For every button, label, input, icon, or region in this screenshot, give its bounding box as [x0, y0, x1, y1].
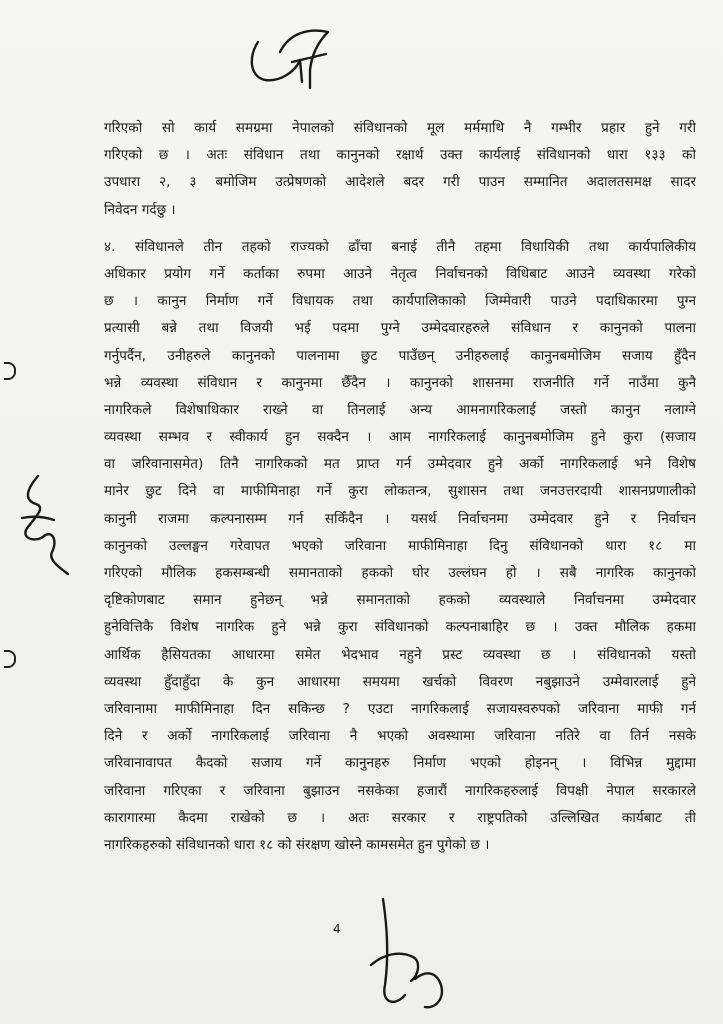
text-line: गरिएको मौलिक हकसम्बन्धी समानताको हकको घोर उल्लंघन हो । सबै नागरिक कानुनको	[104, 565, 696, 581]
signature-bottom	[365, 895, 465, 1015]
text-line: नागरिकहरुको संविधानको धारा १८ को संरक्षण खोस्ने कामसमेत हुन पुगेको छ ।	[104, 836, 490, 853]
text-line: व्यवस्था हुँदाहुँदा के कुन आधारमा समयमा खर्चको विवरण नबुझाउने उम्मेवारलाई हुने	[104, 673, 696, 690]
text-line: गरिएको सो कार्य समग्रमा नेपालको संविधानको मूल मर्ममाथि नै गम्भीर प्रहार हुने गरी	[104, 120, 696, 136]
text-line: गरिएको छ । अतः संविधान तथा कानुनको रक्षार्थ उक्त कार्यलाई संविधानको धारा १३३ को	[104, 147, 696, 164]
text-line: ४. संविधानले तीन तहको राज्यको ढाँचा बनाई तीनै तहमा विधायिकी तथा कार्यपालिकीय	[104, 238, 696, 255]
signature-left	[8, 470, 78, 580]
text-line: दिने र अर्को नागरिकलाई जरिवाना नै भएको अवस्थामा जरिवाना नतिरे वा तिर्न नसके	[104, 728, 696, 745]
text-line: मानेर छुट दिने वा माफीमिनाहा गर्ने कुरा लोकतन्त्र, सुशासन तथा जनउत्तरदायी शासनप्रणालीको	[104, 483, 696, 500]
text-line: जरिवानावापत कैदको सजाय गर्ने कानुनहरु निर्माण भएको होइनन् । विभिन्न मुद्दामा	[104, 755, 696, 772]
paragraph-1	[104, 115, 696, 224]
text-line: भन्ने व्यवस्था संविधान र कानुनमा छैँदैन । कानुनको शासनमा राजनीति गर्ने नाउँमा कुनै	[104, 374, 696, 391]
text-line: कानुनको उल्लङ्घन गरेवापत भएको जरिवाना माफीमिनाहा दिनु संविधानको धारा १८ मा	[104, 537, 696, 554]
punch-hole-lower	[4, 650, 16, 668]
text-line: हुनेवित्तिकै विशेष नागरिक हुने भन्ने कुरा संविधानको कल्पनाबाहिर छ । उक्त मौलिक हकमा	[104, 619, 696, 636]
text-line: कानुनी राजमा कल्पनासम्म गर्न सकिँदैन । यसर्थ निर्वाचनमा उम्मेदवार हुने र निर्वाचन	[104, 510, 696, 527]
text-line: नागरिकले विशेषाधिकार राख्ने वा तिनलाई अन्य आमनागरिकलाई जस्तो कानुन नलाग्ने	[104, 401, 696, 418]
paragraph-2	[104, 234, 696, 859]
text-line: उपधारा २, ३ बमोजिम उत्प्रेषणको आदेशले बदर गरी पाउन सम्मानित अदालतसमक्ष सादर	[104, 174, 696, 191]
text-line: व्यवस्था सम्भव र स्वीकार्य हुन सक्दैन । आम नागरिकलाई कानुनबमोजिम हुने कुरा (सजाय	[104, 429, 696, 446]
signature-top	[240, 22, 350, 92]
text-line: जरिवानामा माफीमिनाहा दिन सकिन्छ ? एउटा नागरिकलाई सजायस्वरुपको जरिवाना माफी गर्न	[104, 700, 696, 717]
page-number: 4	[333, 922, 341, 936]
text-line: दृष्टिकोणबाट समान हुनेछन् भन्ने समानताको हकको व्यवस्थाले निर्वाचनमा उम्मेदवार	[104, 592, 696, 609]
text-line: आर्थिक हैसियतका आधारमा समेत भेदभाव नहुने प्रस्ट व्यवस्था छ । संविधानको यस्तो	[104, 646, 696, 663]
text-line: छ । कानुन निर्माण गर्ने विधायक तथा कार्यपालिकाको जिम्मेवारी पाउने पदाधिकारमा पुग्न	[104, 293, 696, 310]
text-line: वा जरिवानासमेत) तिनै नागरिकको मत प्राप्त गर्न उम्मेदवार हुने अर्को नागरिकलाई भने विशेष	[104, 456, 696, 473]
text-line: जरिवाना गरिएका र जरिवाना बुझाउन नसकेका हजारौं नागरिकहरुलाई विपक्षी नेपाल सरकारले	[104, 782, 696, 799]
punch-hole-upper	[4, 362, 16, 380]
text-line: अधिकार प्रयोग गर्ने कर्ताका रुपमा आउने नेतृत्व निर्वाचनको विधिबाट आउने व्यवस्था गरेको	[104, 265, 696, 282]
document-body	[104, 115, 696, 859]
text-line: प्रत्यासी बन्ने तथा विजयी भई पदमा पुग्ने उम्मेदवारहरुले संविधान र कानुनको पालना	[104, 320, 696, 337]
text-line: गर्नुपर्दैन, उनीहरुले कानुनको पालनामा छुट पाउँछन् उनीहरुलाई कानुनबमोजिम सजाय हुँदैन	[104, 347, 696, 364]
text-line: कारागारमा कैदमा राखेको छ । अतः सरकार र राष्ट्रपतिको उल्लिखित कार्यबाट ती	[104, 809, 696, 826]
text-line: निवेदन गर्दछु ।	[104, 201, 176, 218]
